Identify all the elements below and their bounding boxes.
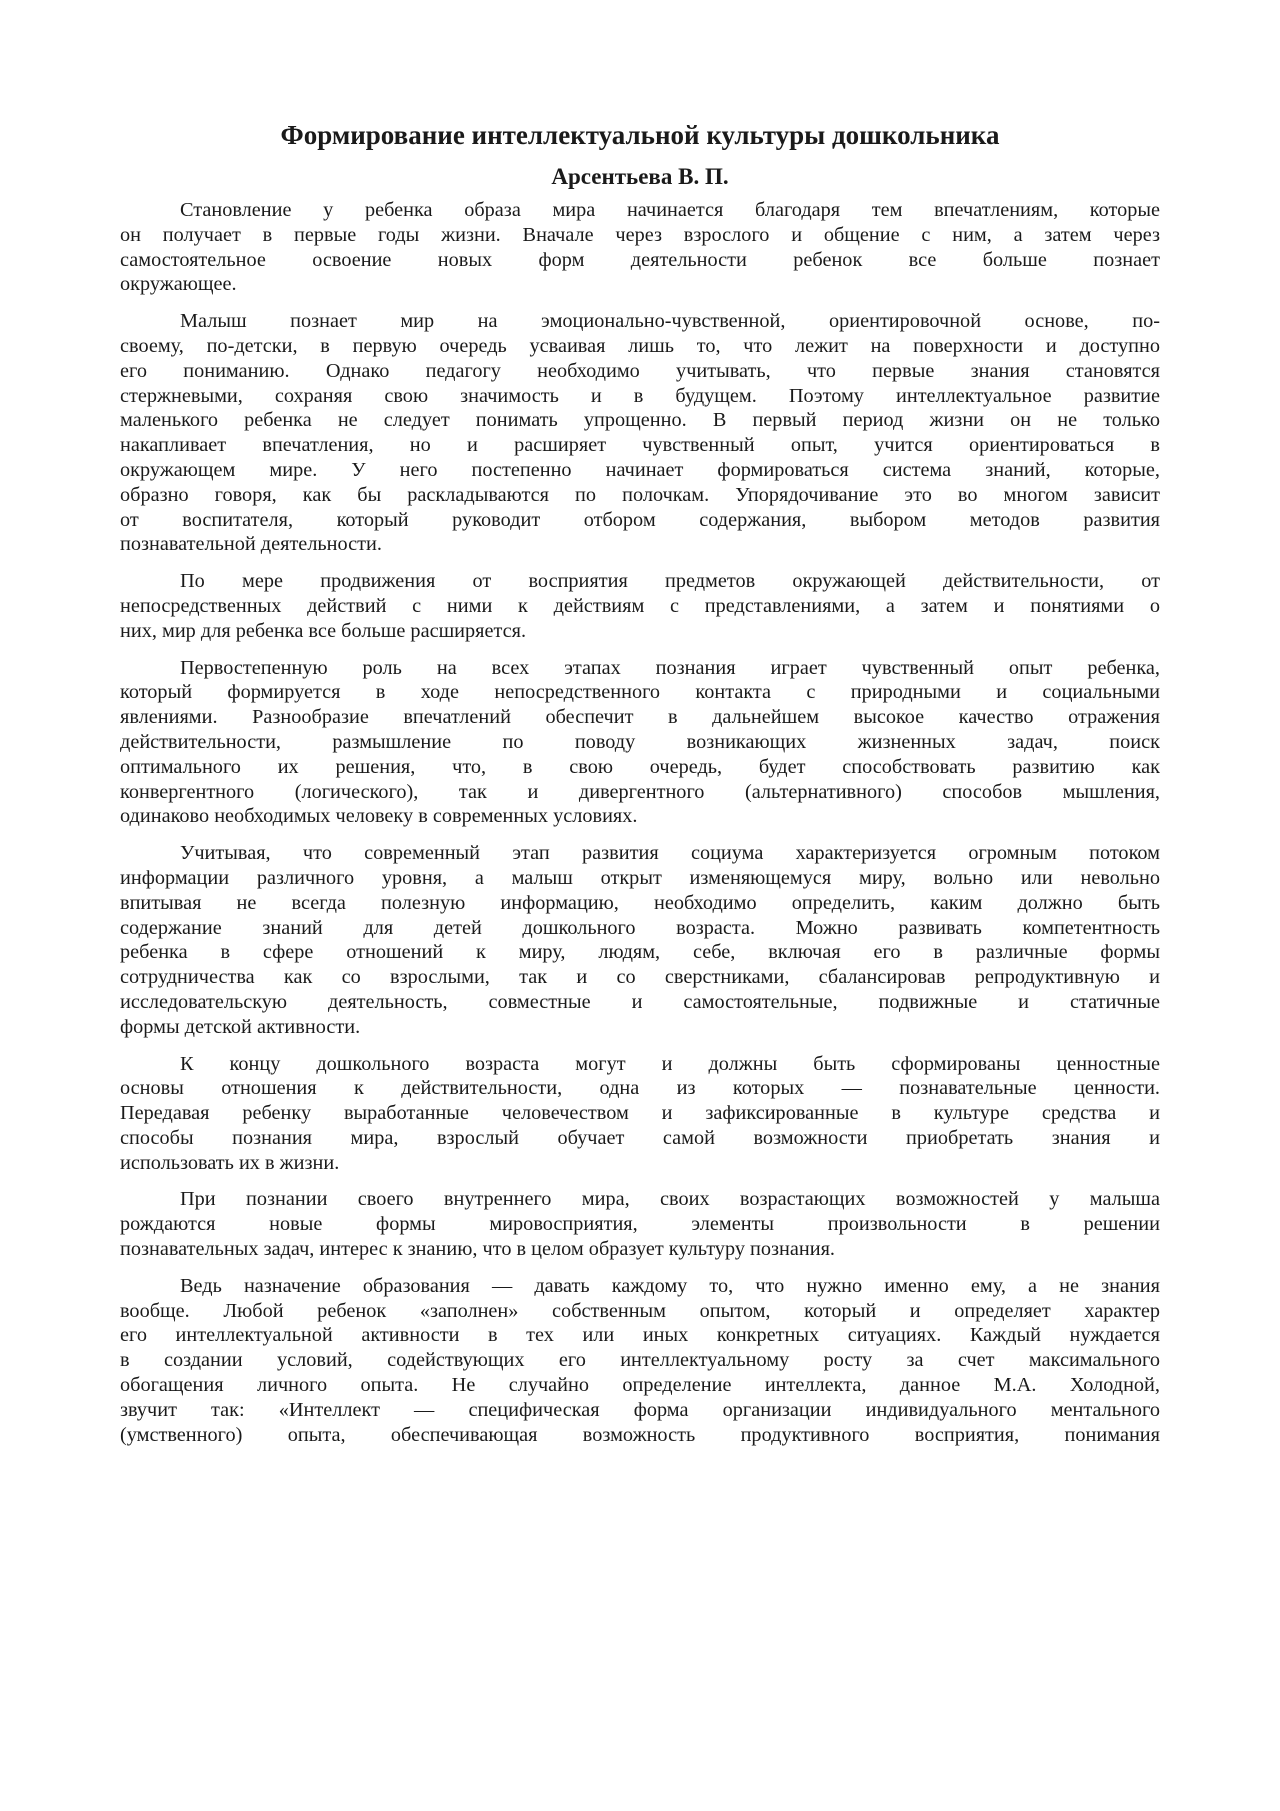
paragraph	[120, 198, 1160, 297]
text-line: информации различного уровня, а малыш открыт изменяющемуся миру, вольно или невольно	[120, 866, 1160, 889]
document-author: Арсентьева В. П.	[551, 164, 729, 189]
document-page	[120, 118, 1160, 1459]
text-line: в создании условий, содействующих его интеллектуальному росту за счет максимального	[120, 1349, 1160, 1372]
paragraph	[120, 1187, 1160, 1261]
text-line: К концу дошкольного возраста могут и должны быть сформированы ценностные	[180, 1052, 1160, 1075]
text-line: способы познания мира, взрослый обучает самой возможности приобретать знания и	[120, 1126, 1160, 1149]
text-line: накапливает впечатления, но и расширяет чувственный опыт, учится ориентироваться в	[120, 434, 1160, 457]
text-line: его пониманию. Однако педагогу необходимо учитывать, что первые знания становятся	[120, 359, 1160, 382]
text-line: оптимального их решения, что, в свою очередь, будет способствовать развитию как	[120, 755, 1160, 778]
document-body	[120, 198, 1160, 1447]
text-line: ребенка в сфере отношений к миру, людям, себе, включая его в различные формы	[120, 941, 1160, 964]
paragraph	[120, 309, 1160, 557]
text-line: стержневыми, сохраняя свою значимость и в будущем. Поэтому интеллектуальное развитие	[120, 384, 1160, 407]
text-line: По мере продвижения от восприятия предметов окружающей действительности, от	[180, 570, 1160, 593]
text-line: познавательной деятельности.	[120, 533, 382, 556]
text-line: сотрудничества как со взрослыми, так и со сверстниками, сбалансировав репродуктивную и	[120, 966, 1160, 989]
text-line: от воспитателя, который руководит отбором содержания, выбором методов развития	[120, 508, 1160, 531]
text-line: образно говоря, как бы раскладываются по полочкам. Упорядочивание это во многом зависит	[120, 483, 1160, 506]
text-line: непосредственных действий с ними к действиям с представлениями, а затем и понятиями о	[120, 594, 1160, 617]
text-line: окружающем мире. У него постепенно начинает формироваться система знаний, которые,	[120, 458, 1160, 481]
text-line: Учитывая, что современный этап развития социума характеризуется огромным потоком	[180, 842, 1160, 865]
text-line: рождаются новые формы мировосприятия, элементы произвольности в решении	[120, 1213, 1160, 1236]
text-line: Малыш познает мир на эмоционально-чувственной, ориентировочной основе, по-	[180, 310, 1160, 333]
text-line: них, мир для ребенка все больше расширяется.	[120, 619, 527, 642]
text-line: действительности, размышление по поводу возникающих жизненных задач, поиск	[120, 730, 1160, 753]
text-line: маленького ребенка не следует понимать упрощенно. В первый период жизни он не только	[120, 409, 1160, 432]
text-line: своему, по-детски, в первую очередь усваивая лишь то, что лежит на поверхности и доступно	[120, 334, 1160, 357]
text-line: конвергентного (логического), так и дивергентного (альтернативного) способов мышления,	[120, 780, 1160, 803]
text-line: впитывая не всегда полезную информацию, необходимо определить, каким должно быть	[120, 891, 1160, 914]
text-line: При познании своего внутреннего мира, своих возрастающих возможностей у малыша	[180, 1188, 1160, 1211]
text-line: Становление у ребенка образа мира начинается благодаря тем впечатлениям, которые	[180, 199, 1160, 221]
text-line: самостоятельное освоение новых форм деятельности ребенок все больше познает	[120, 248, 1160, 271]
text-line: окружающее.	[120, 273, 237, 296]
text-line: вообще. Любой ребенок «заполнен» собственным опытом, который и определяет характер	[120, 1299, 1160, 1322]
text-line: содержание знаний для детей дошкольного возраста. Можно развивать компетентность	[120, 916, 1160, 939]
text-line: исследовательскую деятельность, совместные и самостоятельные, подвижные и статичные	[120, 990, 1160, 1013]
text-line: Передавая ребенку выработанные человечеством и зафиксированные в культуре средства и	[120, 1102, 1160, 1125]
text-line: одинаково необходимых человеку в современных условиях.	[120, 805, 638, 828]
text-line: формы детской активности.	[120, 1015, 361, 1038]
paragraph	[120, 1052, 1160, 1176]
text-line: он получает в первые годы жизни. Вначале через взрослого и общение с ним, а затем через	[120, 223, 1160, 246]
text-line: познавательных задач, интерес к знанию, что в целом образует культуру познания.	[120, 1238, 836, 1261]
document-title: Формирование интеллектуальной культуры дошкольника	[280, 120, 1000, 150]
text-line: (умственного) опыта, обеспечивающая возможность продуктивного восприятия, понимания	[120, 1423, 1160, 1446]
text-line: Первостепенную роль на всех этапах познания играет чувственный опыт ребенка,	[180, 656, 1160, 679]
text-line: обогащения личного опыта. Не случайно определение интеллекта, данное М.А. Холодной,	[120, 1374, 1160, 1397]
paragraph	[120, 841, 1160, 1039]
text-line: его интеллектуальной активности в тех или иных конкретных ситуациях. Каждый нуждается	[120, 1324, 1160, 1347]
text-line: основы отношения к действительности, одна из которых — познавательные ценности.	[120, 1077, 1160, 1100]
text-line: который формируется в ходе непосредственного контакта с природными и социальными	[120, 681, 1160, 704]
paragraph	[120, 656, 1160, 830]
text-line: звучит так: «Интеллект — специфическая форма организации индивидуального ментального	[120, 1398, 1160, 1421]
text-line: явлениями. Разнообразие впечатлений обеспечит в дальнейшем высокое качество отражения	[120, 706, 1160, 729]
text-line: Ведь назначение образования — давать каждому то, что нужно именно ему, а не знания	[180, 1274, 1160, 1297]
text-line: использовать их в жизни.	[120, 1151, 340, 1174]
paragraph	[120, 1274, 1160, 1448]
paragraph	[120, 569, 1160, 643]
